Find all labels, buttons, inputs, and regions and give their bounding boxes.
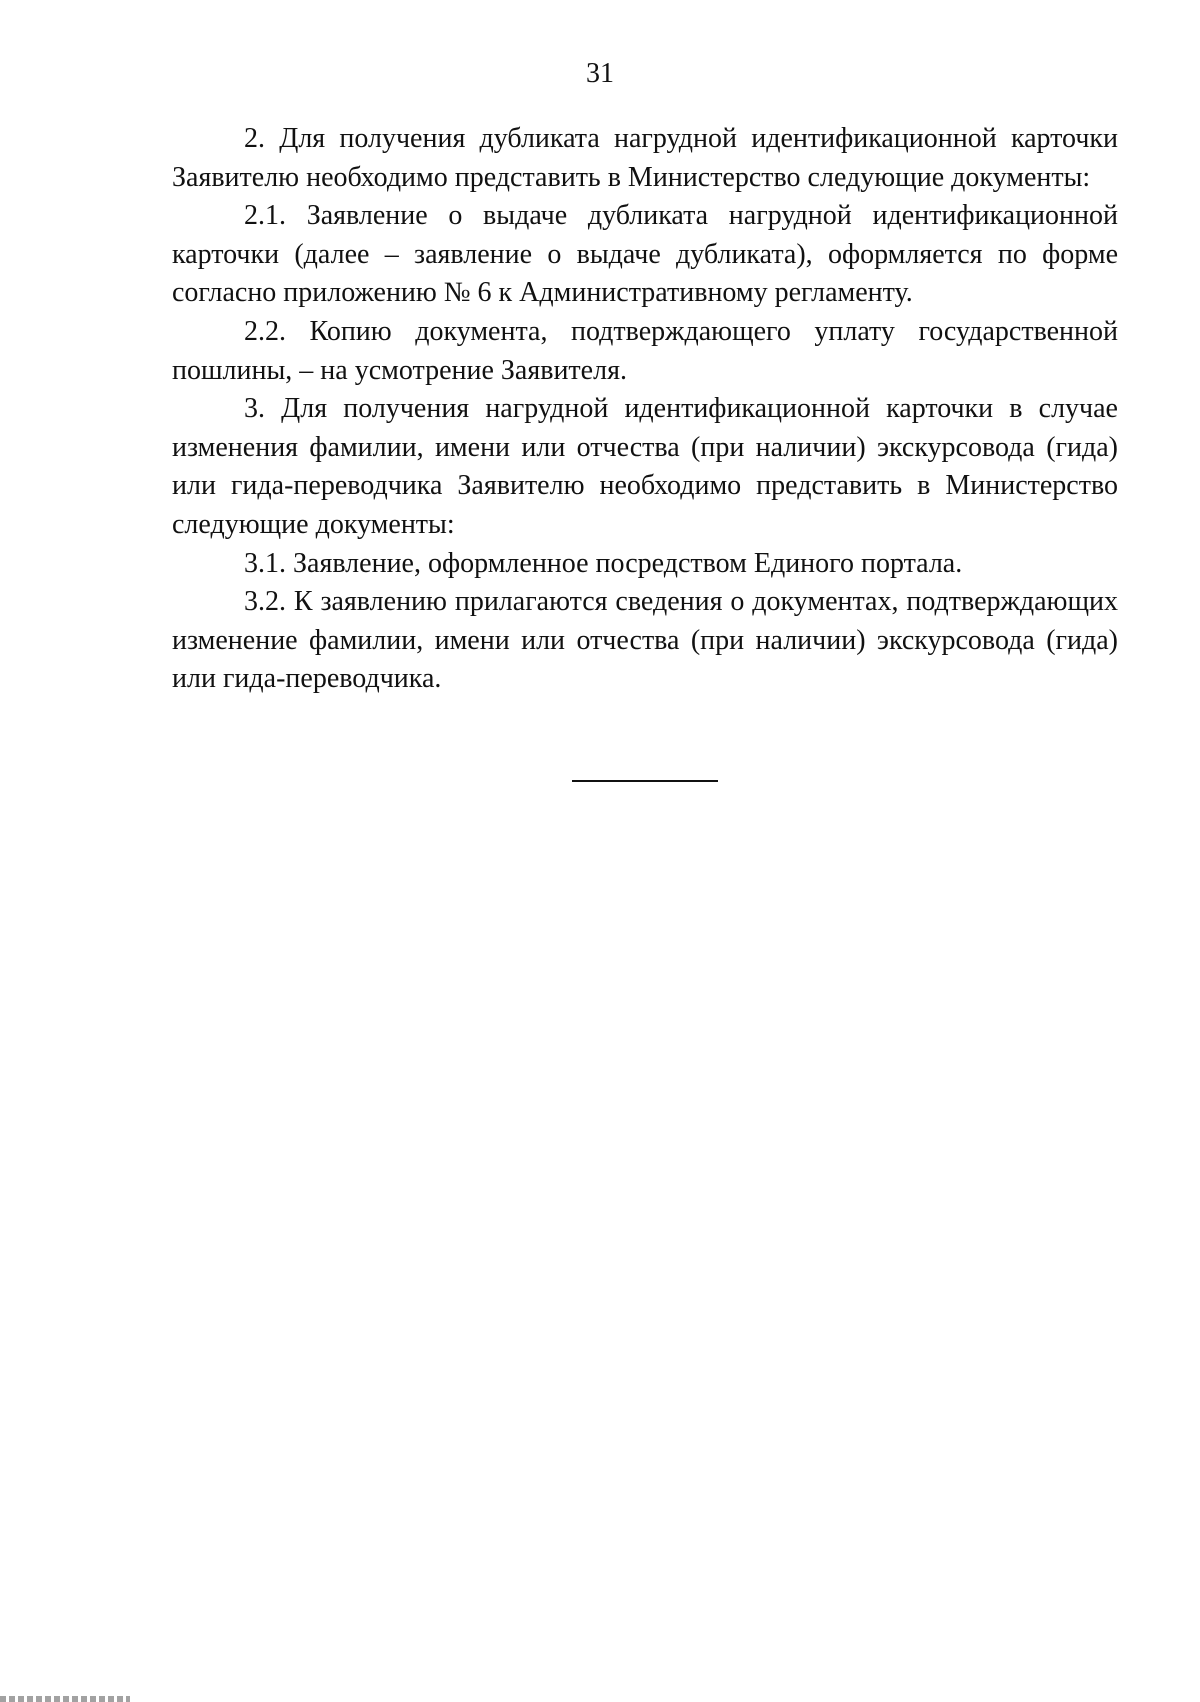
paragraph-3-2: 3.2. К заявлению прилагаются сведения о документах, подтверждающих изменение фамилии, имени или отчества (при наличии) экскурсовода (гида) или гида-переводчика. xyxy=(172,586,1118,695)
paragraph-2-1: 2.1. Заявление о выдаче дубликата нагрудной идентификационной карточки (далее – заявление о выдаче дубликата), оформляется по форме согласно приложению № 6 к Административному регламенту. xyxy=(172,200,1118,309)
paragraph-2-2: 2.2. Копию документа, подтверждающего уплату государственной пошлины, – на усмотрение Заявителя. xyxy=(172,315,1118,386)
paragraph-3-1: 3.1. Заявление, оформленное посредством Единого портала. xyxy=(244,547,963,579)
page-number: 31 xyxy=(586,58,614,89)
document-body xyxy=(172,120,1118,699)
paragraph-2: 2. Для получения дубликата нагрудной идентификационной карточки Заявителю необходимо представить в Министерство следующие документы: xyxy=(172,123,1118,193)
paragraph-3: 3. Для получения нагрудной идентификационной карточки в случае изменения фамилии, имени или отчества (при наличии) экскурсовода (гида) или гида-переводчика Заявителю необходимо представить в Министерство следующие документы: xyxy=(172,393,1118,540)
scan-edge-artifact xyxy=(0,1696,130,1702)
end-of-text-rule xyxy=(572,780,718,782)
